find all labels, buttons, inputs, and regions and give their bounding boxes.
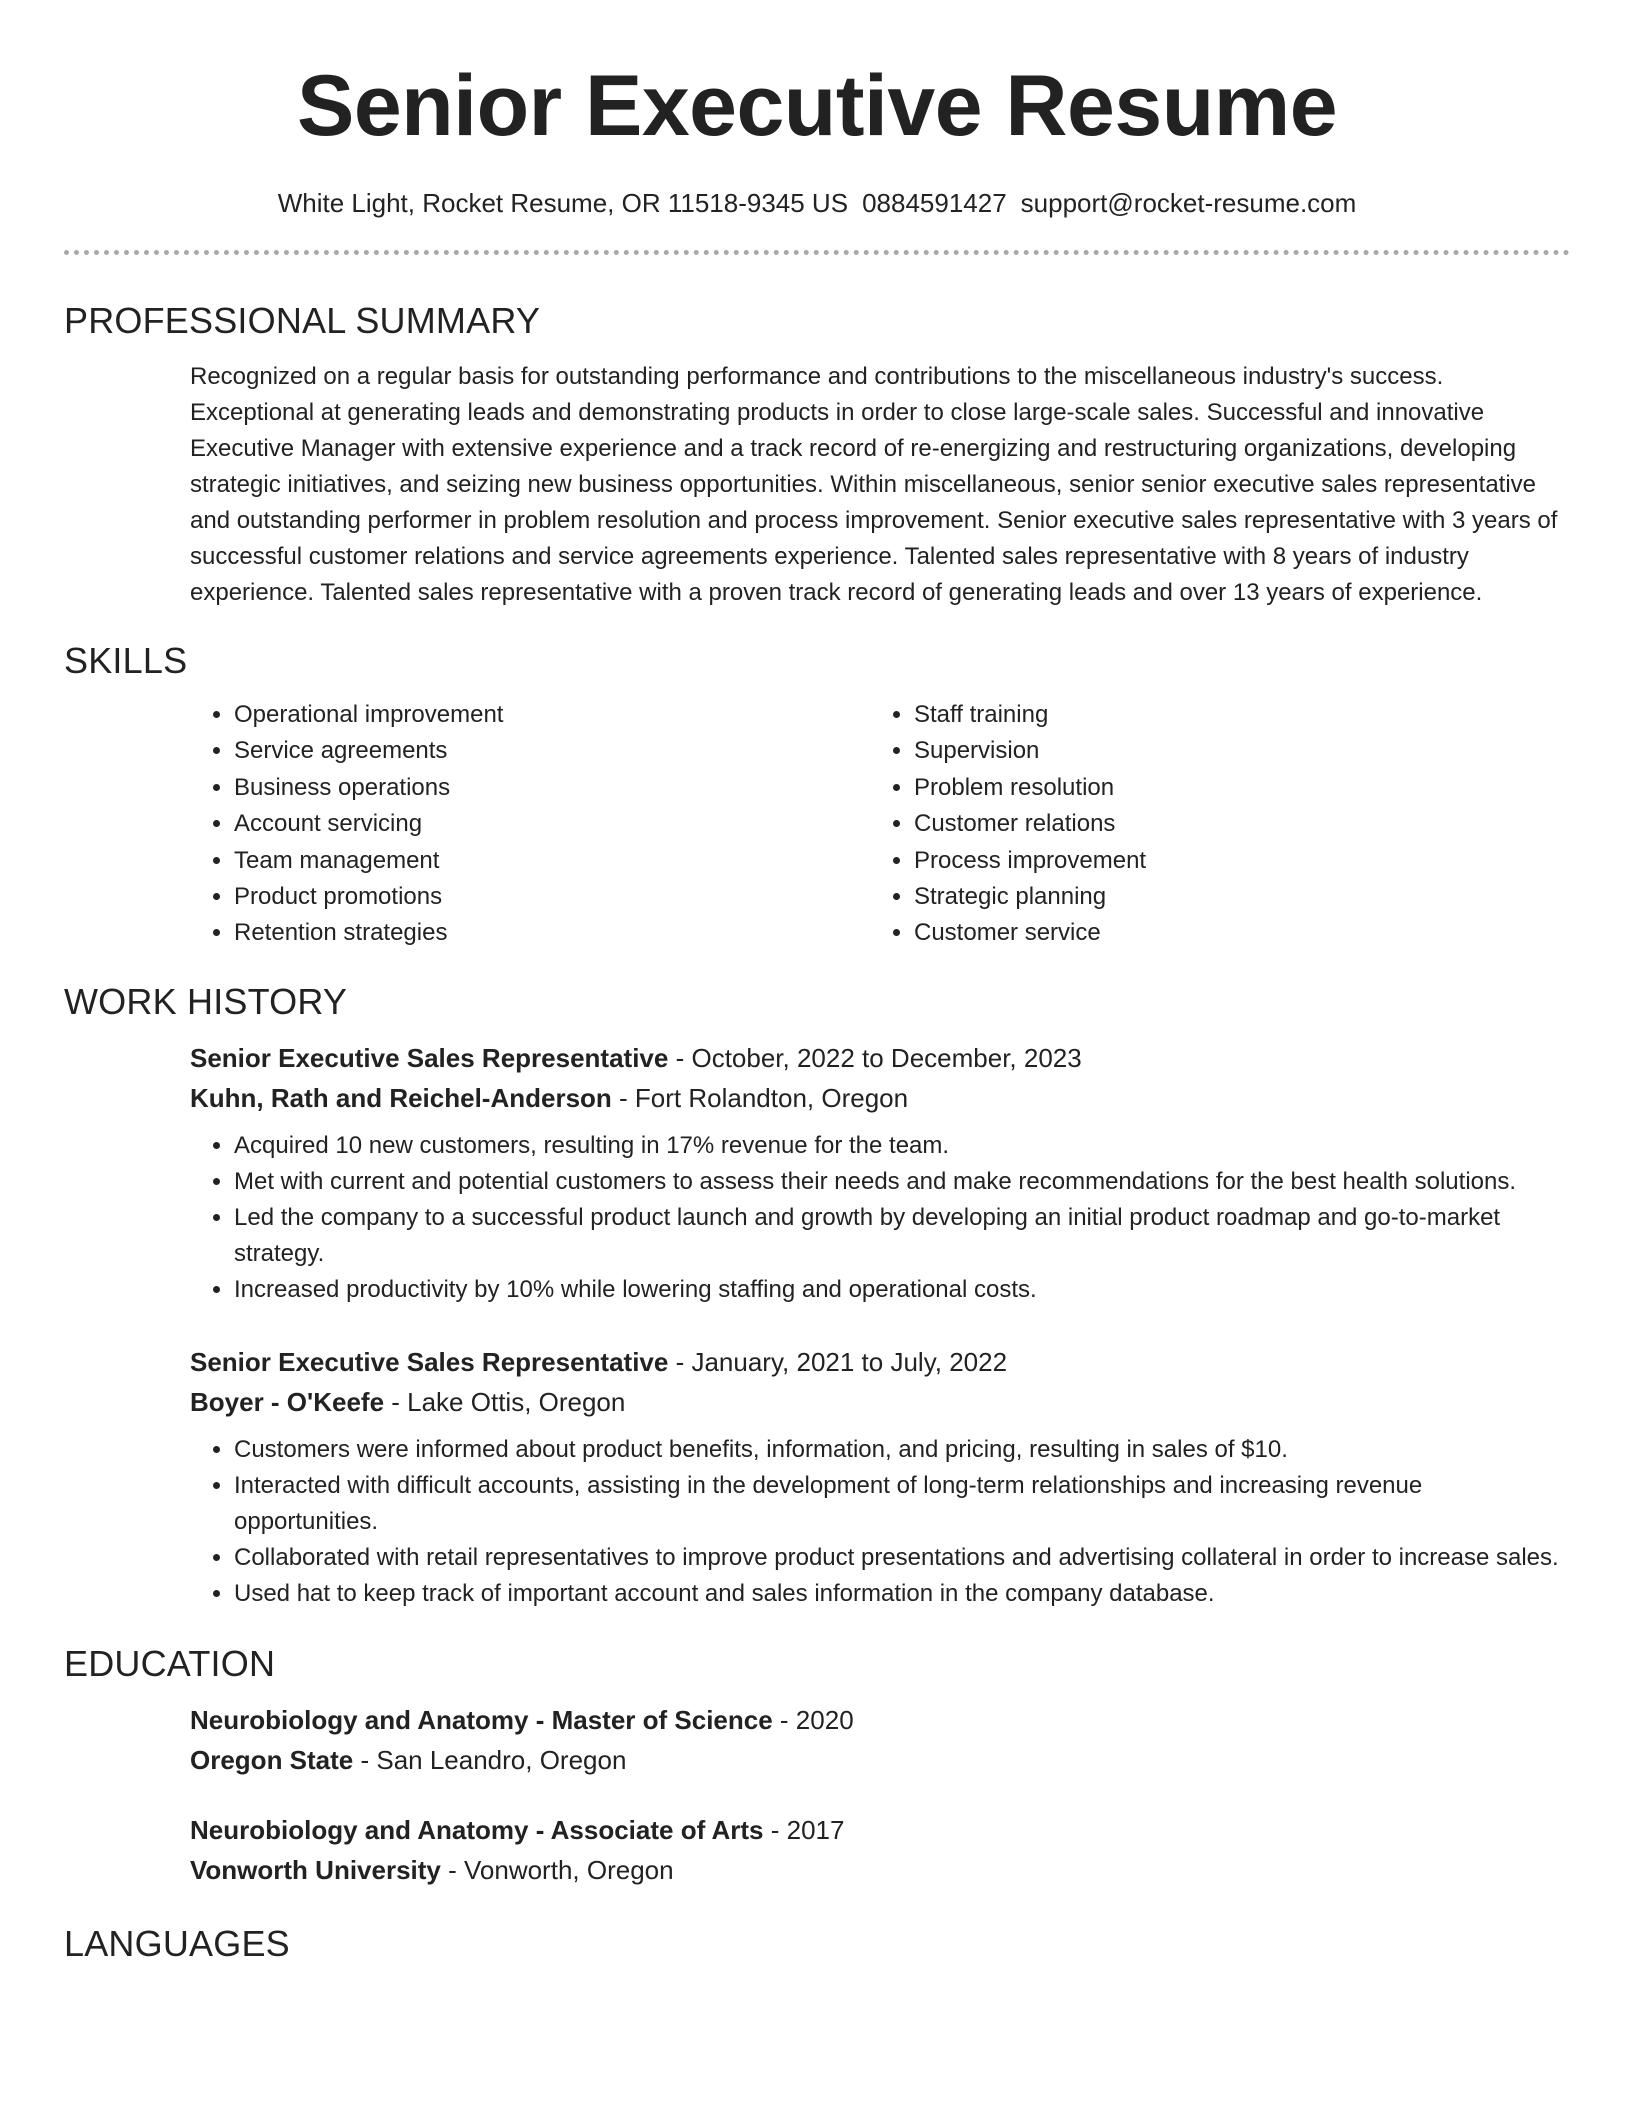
skill-item: • Account servicing xyxy=(234,806,870,842)
header-divider xyxy=(64,250,1570,255)
education-degree: Neurobiology and Anatomy - Master of Science xyxy=(190,1704,773,1735)
education-entry xyxy=(190,1700,1570,1780)
skills-list xyxy=(190,697,1570,952)
job-entry xyxy=(190,1038,1570,1308)
skill-item: • Service agreements xyxy=(234,733,870,769)
skill-item: • Customer relations xyxy=(914,806,1550,842)
job-bullet: • Increased productivity by 10% while lowering staffing and operational costs. xyxy=(234,1272,1570,1308)
education-school: Vonworth University xyxy=(190,1854,441,1885)
skill-item: • Retention strategies xyxy=(234,915,870,951)
job-title: Senior Executive Sales Representative xyxy=(190,1042,669,1073)
education-entry xyxy=(190,1810,1570,1890)
skills-column-right xyxy=(870,697,1550,952)
job-company: Kuhn, Rath and Reichel-Anderson xyxy=(190,1082,612,1113)
contact-phone: 0884591427 xyxy=(862,188,1007,218)
education-degree: Neurobiology and Anatomy - Associate of Arts xyxy=(190,1814,764,1845)
languages-heading: LANGUAGES xyxy=(64,1922,290,1964)
job-location: - Lake Ottis, Oregon xyxy=(384,1386,626,1417)
contact-email: support@rocket-resume.com xyxy=(1020,188,1357,218)
skill-item: • Staff training xyxy=(914,697,1550,733)
summary-text: Recognized on a regular basis for outstanding performance and contributions to the miscellaneous industry's success. Exceptional at generating leads and demonstrating products in order to close large-scale sales. Successful and innovative Executive Manager with extensive experience and a track record of re-energizing and restructuring organizations, developing strategic initiatives, and seizing new business opportunities. Within miscellaneous, senior senior executive sales representative and outstanding performer in problem resolution and process improvement. Senior executive sales representative with 3 years of successful customer relations and service agreements experience. Talented sales representative with 8 years of industry experience. Talented sales representative with a proven track record of generating leads and over 13 years of experience. xyxy=(190,363,1558,606)
education-school-line xyxy=(190,1740,1570,1780)
education-degree-line xyxy=(190,1810,1570,1850)
job-dates: - January, 2021 to July, 2022 xyxy=(668,1346,1008,1377)
skill-item: • Team management xyxy=(234,843,870,879)
skill-item: • Problem resolution xyxy=(914,770,1550,806)
education-degree-line xyxy=(190,1700,1570,1740)
job-bullet: • Used hat to keep track of important account and sales information in the company database. xyxy=(234,1576,1570,1612)
resume-name: Senior Executive Resume xyxy=(296,58,1338,154)
job-role-line xyxy=(190,1038,1570,1078)
job-company: Boyer - O'Keefe xyxy=(190,1386,385,1417)
resume-page xyxy=(64,0,1570,1966)
education-school: Oregon State xyxy=(190,1744,354,1775)
education-year: - 2020 xyxy=(772,1704,854,1735)
job-role-line xyxy=(190,1342,1570,1382)
education-year: - 2017 xyxy=(763,1814,845,1845)
skill-item: • Customer service xyxy=(914,915,1550,951)
contact-address: White Light, Rocket Resume, OR 11518-9345 US xyxy=(277,188,849,218)
job-title: Senior Executive Sales Representative xyxy=(190,1346,669,1377)
job-bullets xyxy=(190,1128,1570,1308)
job-bullet: • Interacted with difficult accounts, assisting in the development of long-term relationships and increasing revenue opportunities. xyxy=(234,1468,1570,1540)
job-bullet: • Customers were informed about product benefits, information, and pricing, resulting in sales of $10. xyxy=(234,1432,1570,1468)
skill-item: • Product promotions xyxy=(234,879,870,915)
education-location: - Vonworth, Oregon xyxy=(440,1854,674,1885)
job-bullet: • Collaborated with retail representatives to improve product presentations and advertising collateral in order to increase sales. xyxy=(234,1540,1570,1576)
education-heading: EDUCATION xyxy=(64,1642,276,1684)
job-bullet: • Led the company to a successful product launch and growth by developing an initial product roadmap and go-to-market strategy. xyxy=(234,1200,1570,1272)
contact-line xyxy=(64,186,1570,220)
education-school-line xyxy=(190,1850,1570,1890)
skills-column-left xyxy=(190,697,870,952)
job-entry xyxy=(190,1342,1570,1612)
job-bullet: • Acquired 10 new customers, resulting in 17% revenue for the team. xyxy=(234,1128,1570,1164)
job-bullet: • Met with current and potential customers to assess their needs and make recommendations for the best health solutions. xyxy=(234,1164,1570,1200)
work-history-heading: WORK HISTORY xyxy=(64,980,348,1022)
education-location: - San Leandro, Oregon xyxy=(353,1744,627,1775)
job-dates: - October, 2022 to December, 2023 xyxy=(668,1042,1082,1073)
job-bullets xyxy=(190,1432,1570,1612)
skill-item: • Operational improvement xyxy=(234,697,870,733)
job-company-line xyxy=(190,1382,1570,1422)
skill-item: • Process improvement xyxy=(914,843,1550,879)
skill-item: • Supervision xyxy=(914,733,1550,769)
skill-item: • Business operations xyxy=(234,770,870,806)
skill-item: • Strategic planning xyxy=(914,879,1550,915)
summary-heading: PROFESSIONAL SUMMARY xyxy=(64,300,541,341)
skills-heading: SKILLS xyxy=(64,640,188,681)
job-location: - Fort Rolandton, Oregon xyxy=(611,1082,909,1113)
job-company-line xyxy=(190,1078,1570,1118)
